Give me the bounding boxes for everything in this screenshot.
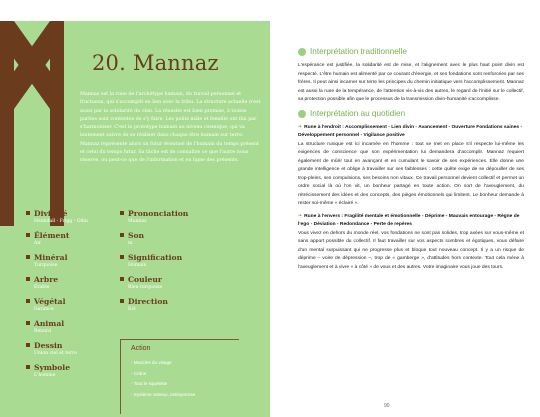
attribute-son: Son m <box>120 231 240 247</box>
attributes-left <box>26 209 121 385</box>
green-dot-icon <box>298 110 306 118</box>
attribute-element: Élément Air <box>26 231 121 247</box>
bullet-icon <box>120 211 124 215</box>
action-title: Action <box>131 345 151 352</box>
attribute-signification: Signification Humain <box>120 253 240 269</box>
leaf-icon: ❧ <box>298 213 303 219</box>
attribute-couleur: Couleur Bleu turquoise <box>120 275 240 291</box>
bullet-icon <box>26 299 30 303</box>
reversed-heading: ❧ Rune à l'envers : Fragilité mentale et émotionnelle - Déprime - Mauvais entourage - Règne de l'ego - Déviation - Redondance - Perte de repères <box>298 213 520 227</box>
bullet-icon <box>26 321 30 325</box>
action-item: - Tout le squelette <box>131 381 168 386</box>
action-list <box>131 358 195 400</box>
action-box <box>120 339 239 414</box>
bullet-icon <box>26 233 30 237</box>
attributes-right <box>120 209 240 319</box>
bullet-icon <box>120 277 124 281</box>
leaf-icon: ❧ <box>298 124 303 130</box>
reversed-text: Vous vivez en dehors du monde réel, vos fondations ne sont pas solides, trop axées sur vous-même et sans apport possible du collectif. Il faut travailler sur vos aspects sombres et égotiques, vous défaire d'un mental surpuissant qui ne progresse plus et bloque tout nouveau concept. Il y a un risque de déprime – voire de dépression –, trop de « gamberge », d'attitudes hors contexte. Tout cela mène à l'aveuglement et à vivre « à côté » de vous et des autres. Votre imaginaire vous joue des tours. <box>298 230 524 270</box>
rune-intro-text: Mannaz est la rune de l'archétype humain, du travail personnel et fructueux, qui s'accomplit en lien avec la tribu. La structure actuelle n'est aussi par la solidarité du clan. La réussite est bien promise, à toutes parties sont contentes de s'y faire. Les polits mâle et femelle ont fini par s'harmoniser. C'est le prototype humain au niveau cosmique, qui va lentement suivre de se réaliser dans chaque être humain sur terre. Mannaz représente alors un futur éventuel de l'humain du temps présent et celui du temps futur. Sa tâche est de connaître ce que l'autre nous réserve, ou peut-ce que de l'information et en ligne des présents. <box>80 92 261 164</box>
bullet-icon <box>120 299 124 303</box>
traditional-text: L'espérance est justifiée, la solidarité est de mise, et l'alignement avec le plus haut point divin est respecté. L'être humain est alimenté par ce courant d'énergie, et ses fondations sont renforcées par ses frères. Il peut ainsi incarner sur terre les principes du chemin initiatique vers l'accomplissement. Mannaz est aussi la rune de la tempérance, de l'attention vis-à-vis des autres, le regard de l'initié sur le collectif, sa protection possible afin que le processus de la transmission divin-humanité s'accomplisse. <box>298 63 524 102</box>
action-item: - Muscles du visage <box>131 360 172 365</box>
bullet-icon <box>26 255 30 259</box>
traditional-heading: Interprétation traditionnelle <box>298 47 524 57</box>
daily-heading: Interprétation au quotidien <box>298 109 524 119</box>
interpretation-page <box>298 47 524 276</box>
rune-panel <box>0 21 270 417</box>
bullet-icon <box>26 211 30 215</box>
page-number: 90 <box>384 403 390 409</box>
attribute-vegetal: Végétal Garance <box>26 297 121 313</box>
rune-intro <box>80 91 264 166</box>
bullet-icon <box>26 365 30 369</box>
rune-title: 20. Mannaz <box>92 51 219 75</box>
bullet-icon <box>120 233 124 237</box>
bullet-icon <box>120 255 124 259</box>
action-item: - Crâne <box>131 370 147 376</box>
green-dot-icon <box>298 48 306 56</box>
attribute-prononciation: Prononciation Mannaz <box>120 209 240 225</box>
upright-text: La structure runique est ici incarnée en l'homme : tout se met en place s'il respecte lui-même les exigences de conscience que son expérimentation lui demandera d'accomplir. Mannaz requiert également de mûrir tout en avançant et en cumulant le savoir de ses expériences. Elle donne une grande intelligence et oblige à travailler sur ses faiblesses : cette quête exige de se dépouiller de ses trop-pleins, ses compulsions, ses besoins non vitaux. Ce travail personnel devient collectif et permet un ordre social là où l'on vit, un bonheur partagé en toute action. On sort de l'aveuglement, du rétrécissement des idées et des concepts, des pièges émotionnels qui limitent. Le bonheur demande à rester soi-même « éclairé ». <box>298 141 524 206</box>
attribute-mineral: Minéral Turquoise <box>26 253 121 269</box>
attribute-arbre: Arbre Érable <box>26 275 121 291</box>
attribute-symbole: Symbole L'homme <box>26 363 121 379</box>
bullet-icon <box>26 343 30 347</box>
upright-heading: ❧ Rune à l'endroit : Accomplissement - Lien divin - Avancement - Ouverture Fondations saines - Développement personnel - Vigilance positive <box>298 124 523 138</box>
bullet-icon <box>26 277 30 281</box>
attribute-animal: Animal Renard <box>26 319 121 335</box>
attribute-dessin: Dessin Union ciel et terre <box>26 341 121 357</box>
attribute-divinite: Divinité Heimdall - Frigg - Odin <box>26 209 121 225</box>
mannaz-rune-icon <box>0 21 80 226</box>
attribute-direction: Direction Est <box>120 297 240 313</box>
action-item: - Système osseux, ostéoporose <box>131 391 196 397</box>
